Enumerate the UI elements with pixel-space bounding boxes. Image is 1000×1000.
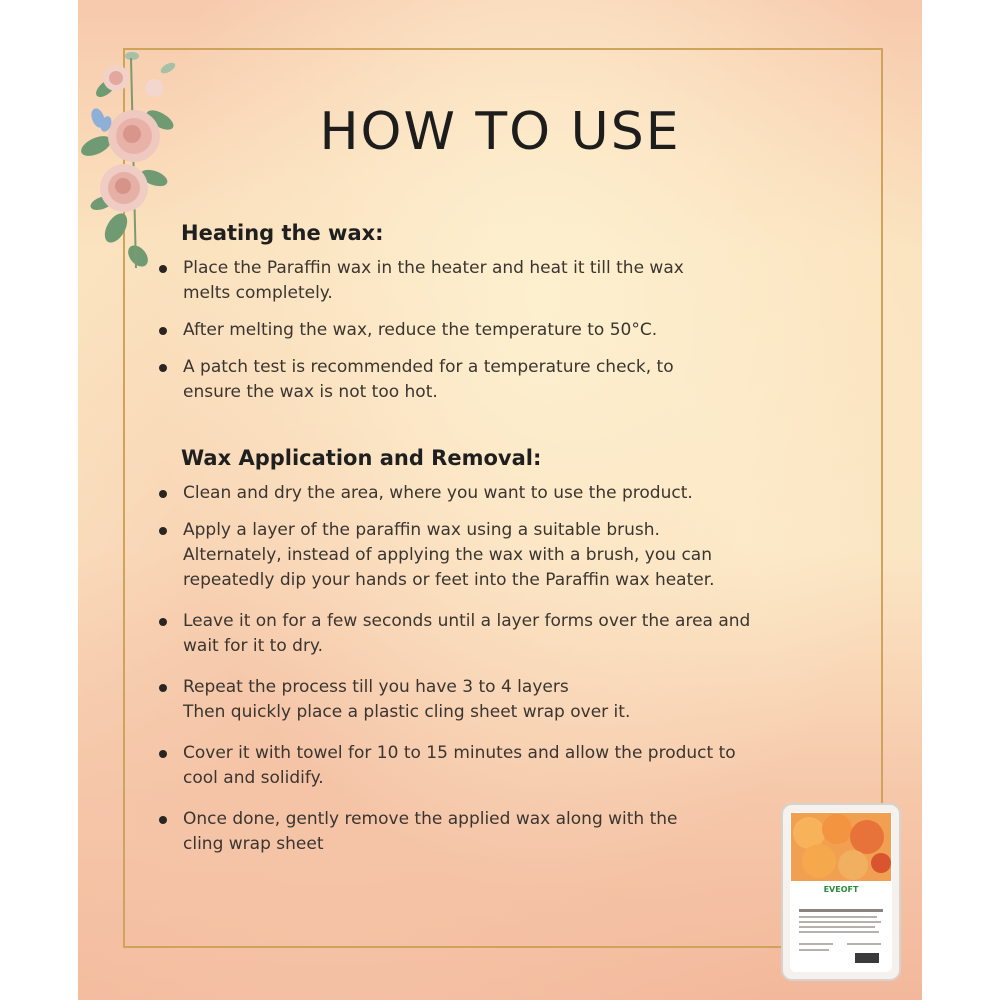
how-to-use-poster <box>78 0 922 1000</box>
list-item: A patch test is recommended for a temperature check, to ensure the wax is not too hot. <box>156 355 856 405</box>
heating-bullet-list <box>156 256 856 405</box>
list-item: After melting the wax, reduce the temperature to 50°C. <box>156 318 856 343</box>
application-bullet-list <box>156 481 856 857</box>
wax-tub-icon <box>781 803 901 981</box>
product-brand: EVEOFT <box>823 885 859 894</box>
list-item: Repeat the process till you have 3 to 4 layers Then quickly place a plastic cling sheet wrap over it. <box>156 675 856 725</box>
list-item: Leave it on for a few seconds until a layer forms over the area and wait for it to dry. <box>156 609 856 659</box>
page-title: HOW TO USE <box>319 102 681 162</box>
list-item: Once done, gently remove the applied wax along with the cling wrap sheet <box>156 807 856 857</box>
heating-heading: Heating the wax: <box>181 221 384 245</box>
list-item: Clean and dry the area, where you want to use the product. <box>156 481 856 506</box>
list-item: Place the Paraffin wax in the heater and heat it till the wax melts completely. <box>156 256 856 306</box>
list-item: Apply a layer of the paraffin wax using a suitable brush. Alternately, instead of applying the wax with a brush, you can repeatedly dip your hands or feet into the Paraffin wax heater. <box>156 518 856 593</box>
list-item: Cover it with towel for 10 to 15 minutes and allow the product to cool and solidify. <box>156 741 856 791</box>
application-heading: Wax Application and Removal: <box>181 446 542 470</box>
